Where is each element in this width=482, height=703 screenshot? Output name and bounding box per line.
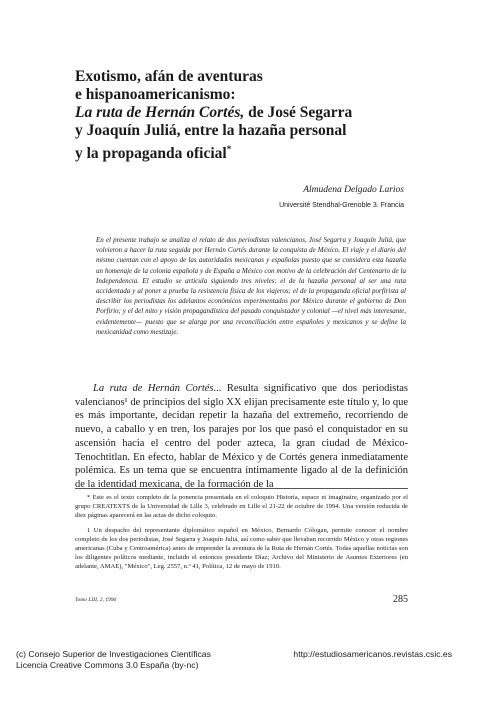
footnote-1: 1 Un despacho del representante diplomático español en México, Bernardo Cólogan, permite conocer el nombre completo de los dos periodistas, José Segarra y Joaquín Juliá, así como saber que llevaban recorrido México y otras regiones americanas (Cuba y Centroamérica) antes de emprender la aventura de la Ruta de Hernán Cortés. Todas aquellas noticias son los diligentes políticos mediante, incluido el entonces presidente Díaz; Archivo del Ministerio de Asuntos Exteriores (en adelante, AMAE), "México", Leg. 2557, n.º 41, Política, 12 de mayo de 1910. [75,527,408,570]
footnote-star: * Este es el texto completo de la ponencia presentada en el coloquio Historia, espace et imaginaire, organizado por el grupo CREATEXTS de la Universidad de Lille 3, celebrado en Lille el 21-22 de octubre de 1994. Una versión reducida de diez páginas aparecerá en las actas de dicho coloquio. [75,494,408,519]
body-paragraph [75,382,408,492]
title-line [75,122,405,140]
author-name: Almudena Delgado Larios [303,185,404,195]
title-rest-part: de José Segarra [244,104,353,121]
source-url[interactable]: http://estudiosamericanos.revistas.csic.es [293,649,452,659]
title-line-text: y Joaquín Juliá, entre la hazaña personal [75,122,347,139]
title-footnote-mark: * [226,144,232,154]
license-line-1: (c) Consejo Superior de Investigaciones Científicas [16,649,211,659]
title-line-text: y la propaganda oficial [75,145,227,163]
title-italic-part: La ruta de Hernán Cortés, [75,104,245,121]
title-line [75,140,405,163]
page-number: 285 [393,594,408,605]
body-text: ... Resulta significativo que dos periodistas valencianos¹ de principios del siglo XX elijan precisamente este título y, lo que es más importante, decidan repetir la hazaña del extremeño, recorriendo de nuevo, a caballo y en tren, los parajes por los que pasó el conquistador en su ascensión hacia el centro del poder azteca, la gran ciudad de México-Tenochtitlan. En efecto, hablar de México y de Cortés genera inmediatamente polémica. Es un tema que se encuentra íntimamente ligado al de la definición de la identidad mexicana, de la formación de la [75,383,408,490]
title-line: e hispanoamericanismo: [75,86,236,103]
body-italic-title: La ruta de Hernán Cortés [93,383,214,394]
journal-info: Tomo LIII, 2, 1996 [75,597,117,603]
article-title [75,68,405,163]
license-line-2: Licencia Creative Commons 3.0 España (by-nc) [16,660,199,670]
title-line: Exotismo, afán de aventuras [75,68,263,85]
author-affiliation: Université Stendhal-Grenoble 3. Francia [279,202,404,209]
footnote-divider [75,488,408,489]
abstract: En el presente trabajo se analiza el relato de dos periodistas valencianos, José Segarra y Joaquín Juliá, que volvieron a hacer la ruta seguida por Hernán Cortés durante la conquista de México. El viaje y el diario del mismo cuentan con el apoyo de las autoridades mexicanas y españolas puesto que se considera esta hazaña un homenaje de la colonia española y de España a México con motivo de la celebración del Centenario de la Independencia. El estudio se articula siguiendo tres niveles: el de la hazaña personal al ser una ruta accidentada y al poner a prueba la resistencia física de los viajeros; el de la propaganda oficial porfirista al describir los periodistas los adelantos económicos experimentados por México durante el gobierno de Don Porfirio; y el del mito y visión propagandística del pasado conquistador y colonial —el nivel más interesante, evidentemente— puesto que se alarga por una reconciliación entre españoles y mexicanos y se define la mexicanidad como mestizaje. [96,236,406,336]
license-block [16,649,211,671]
title-line [75,104,405,122]
